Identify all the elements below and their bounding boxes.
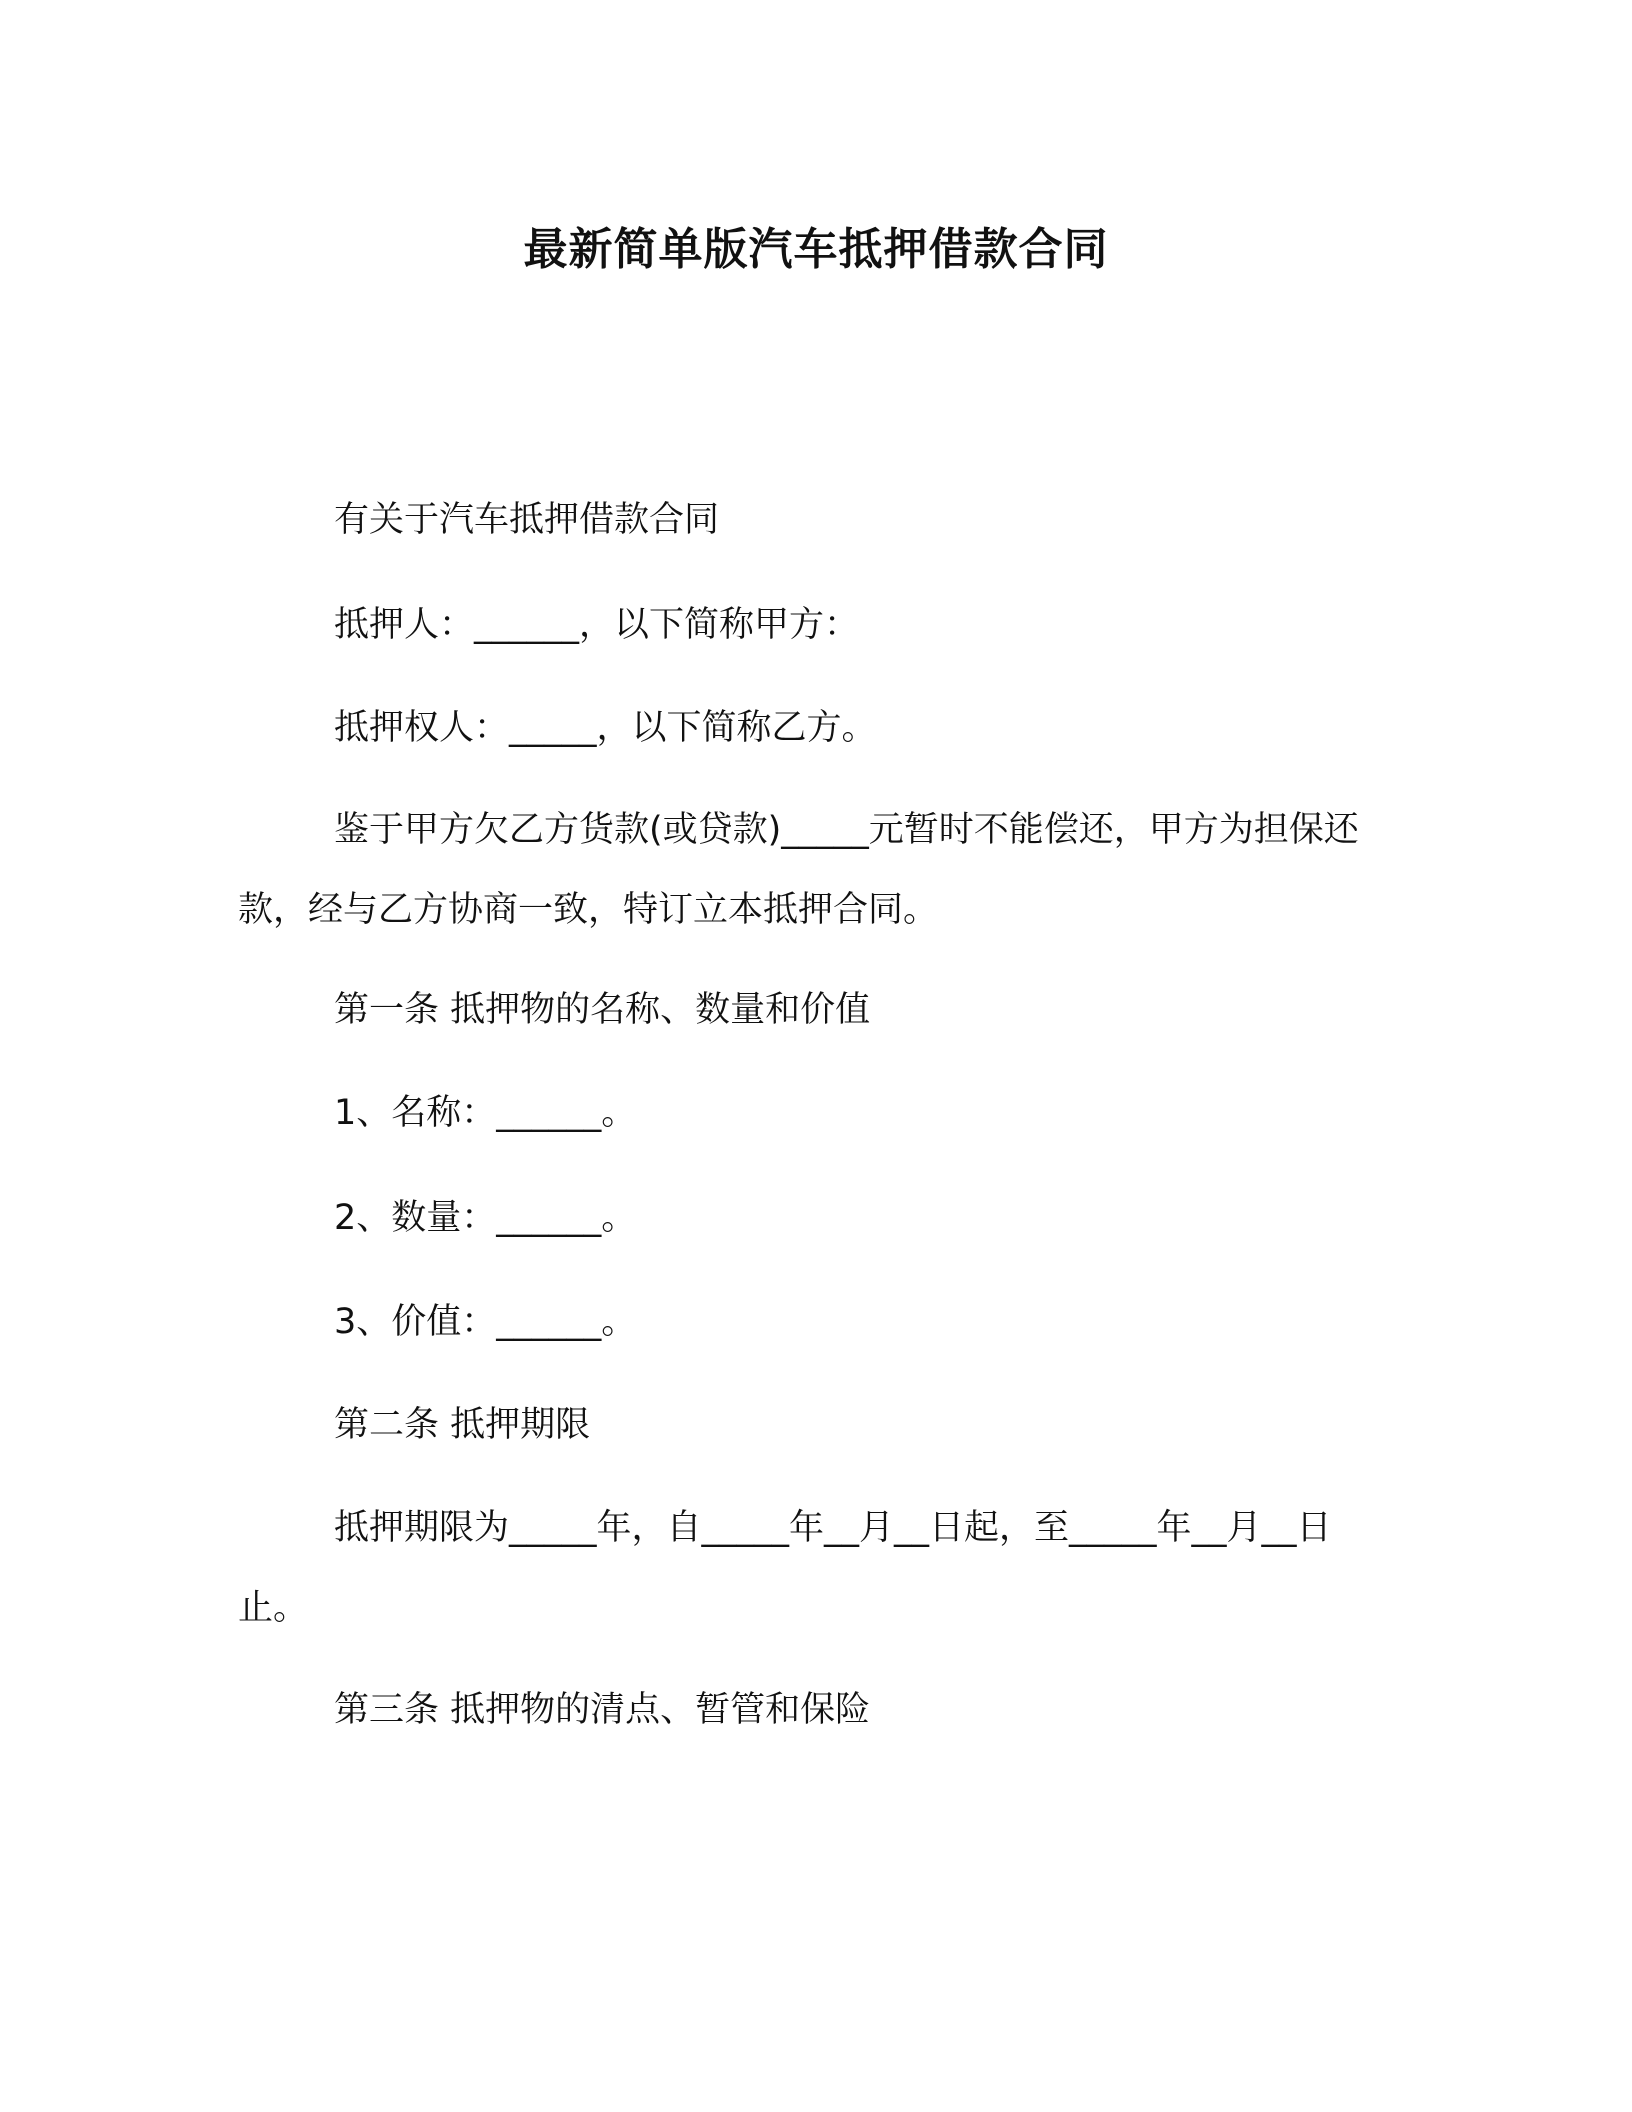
contract-subtitle: 有关于汽车抵押借款合同	[334, 500, 720, 540]
article-2-heading: 第二条 抵押期限	[334, 1405, 591, 1445]
term-paragraph: 抵押期限为_____年，自_____年__月__日起，至_____年__月__日止。	[238, 1508, 1332, 1628]
article-3-heading: 第三条 抵押物的清点、暂管和保险	[334, 1690, 871, 1730]
preamble-paragraph: 鉴于甲方欠乙方货款(或贷款)_____元暂时不能偿还，甲方为担保还款，经与乙方协商一致，特订立本抵押合同。	[238, 810, 1359, 930]
item-name: 1、名称：______。	[334, 1093, 637, 1133]
mortgagor-line: 抵押人：______，以下简称甲方：	[334, 605, 860, 645]
document-title: 最新简单版汽车抵押借款合同	[523, 224, 1109, 275]
article-1-heading: 第一条 抵押物的名称、数量和价值	[334, 990, 871, 1030]
item-value: 3、价值：______。	[334, 1302, 637, 1342]
mortgagee-line: 抵押权人：_____，以下简称乙方。	[334, 708, 877, 748]
item-quantity: 2、数量：______。	[334, 1198, 637, 1238]
